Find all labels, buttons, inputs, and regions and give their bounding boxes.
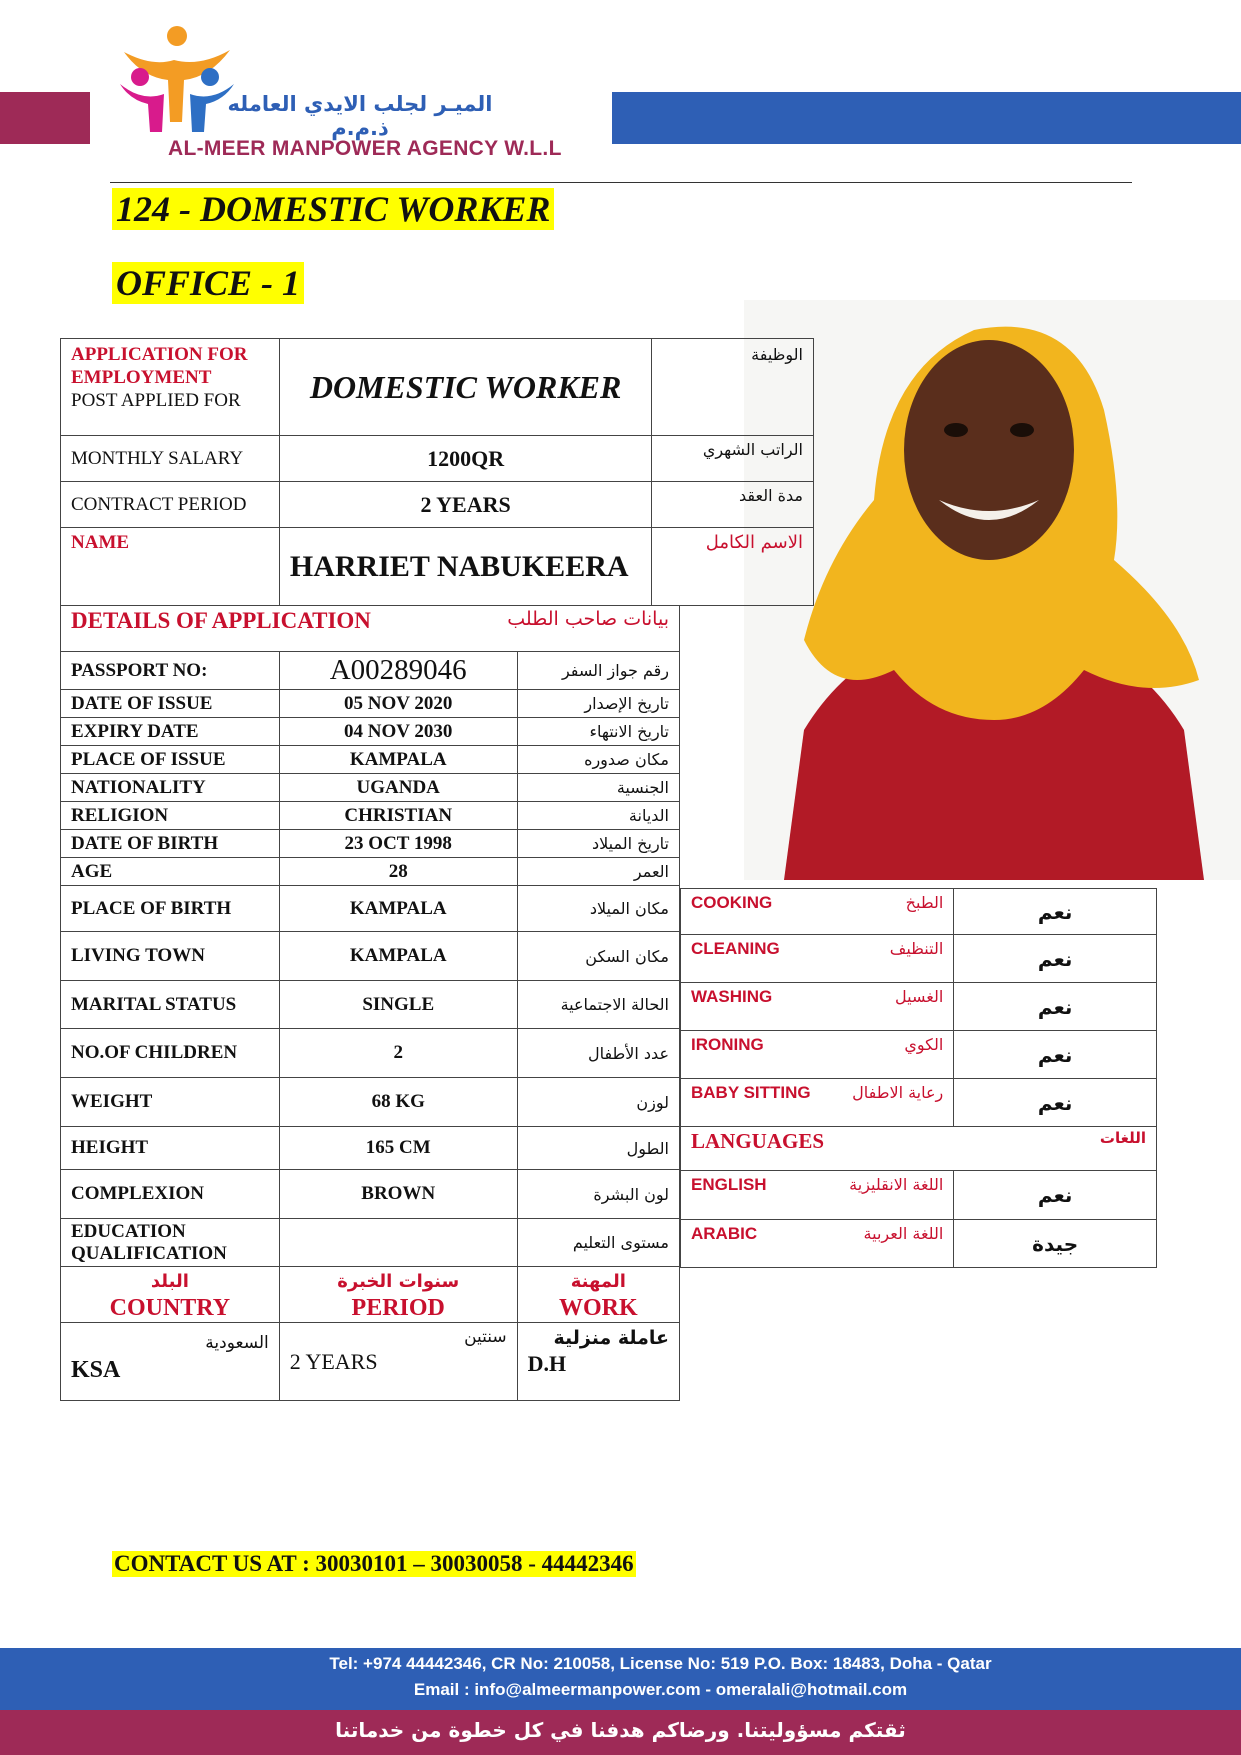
row-value: 165 CM (279, 1127, 517, 1170)
post-label-arabic: الوظيفة (652, 339, 814, 436)
header-maroon-bar (0, 92, 90, 144)
table-row (61, 1219, 680, 1267)
details-title: DETAILS OF APPLICATION (71, 608, 371, 633)
table-row (61, 774, 680, 802)
row-label-arabic: مكان الميلاد (517, 886, 679, 932)
candidate-photo (744, 300, 1241, 880)
experience-row (61, 1323, 680, 1401)
language-label-cell (681, 1220, 954, 1268)
skill-label-arabic: الغسيل (895, 987, 944, 1006)
skill-value: نعم (954, 935, 1157, 983)
row-value: KAMPALA (279, 932, 517, 981)
table-row (61, 1127, 680, 1170)
footer-maroon-band (0, 1710, 1241, 1755)
post-value: DOMESTIC WORKER (279, 339, 651, 436)
table-row (61, 1078, 680, 1127)
row-label-arabic: الجنسية (517, 774, 679, 802)
row-label: LIVING TOWN (61, 932, 280, 981)
skill-label: WASHING (691, 987, 773, 1006)
language-label: ARABIC (691, 1224, 758, 1243)
languages-title: LANGUAGES (691, 1129, 825, 1153)
language-label: ENGLISH (691, 1175, 767, 1194)
table-row (61, 1170, 680, 1219)
row-label-arabic: الديانة (517, 802, 679, 830)
name-label: NAME (61, 528, 280, 606)
languages-header-cell (681, 1127, 1157, 1171)
skill-label-arabic: رعاية الاطفال (852, 1083, 944, 1102)
languages-title-arabic: اللغات (1099, 1129, 1146, 1147)
skill-label: COOKING (691, 893, 773, 912)
row-value: 2 (279, 1029, 517, 1078)
row-label-arabic: الحالة الاجتماعية (517, 981, 679, 1029)
row-label-arabic: لون البشرة (517, 1170, 679, 1219)
skill-row (681, 935, 1157, 983)
row-value: SINGLE (279, 981, 517, 1029)
experience-country: السعودية KSA (61, 1323, 280, 1401)
row-value: 68 KG (279, 1078, 517, 1127)
row-value (279, 1219, 517, 1267)
row-label: WEIGHT (61, 1078, 280, 1127)
footer-blue-band (0, 1648, 1241, 1710)
table-row (61, 652, 680, 690)
skill-label-cell (681, 1031, 954, 1079)
languages-header-row (681, 1127, 1157, 1171)
table-row (61, 981, 680, 1029)
name-label-arabic: الاسم الكامل (652, 528, 814, 606)
row-label-arabic: تاريخ الانتهاء (517, 718, 679, 746)
row-label: DATE OF BIRTH (61, 830, 280, 858)
row-label: NATIONALITY (61, 774, 280, 802)
job-title: 124 - DOMESTIC WORKER (112, 188, 554, 230)
row-value: 04 NOV 2030 (279, 718, 517, 746)
skill-row (681, 1031, 1157, 1079)
skill-value: نعم (954, 1079, 1157, 1127)
row-label: DATE OF ISSUE (61, 690, 280, 718)
skills-table (680, 888, 1157, 1268)
row-label: COMPLEXION (61, 1170, 280, 1219)
table-row (61, 802, 680, 830)
row-value: CHRISTIAN (279, 802, 517, 830)
experience-work: عاملة منزلية D.H (517, 1323, 679, 1401)
skill-value: نعم (954, 1031, 1157, 1079)
top-table (60, 338, 814, 606)
experience-header-work: المهنة WORK (517, 1267, 679, 1323)
skill-label: IRONING (691, 1035, 764, 1054)
skill-row (681, 983, 1157, 1031)
skill-value: نعم (954, 889, 1157, 935)
footer-email-line: Email : info@almeermanpower.com - omeralali@hotmail.com (413, 1680, 908, 1699)
row-label: RELIGION (61, 802, 280, 830)
row-value: KAMPALA (279, 886, 517, 932)
office-title: OFFICE - 1 (112, 262, 304, 304)
experience-header-country: البلد COUNTRY (61, 1267, 280, 1323)
skill-label-arabic: الطبخ (905, 893, 944, 912)
skill-label-cell (681, 983, 954, 1031)
language-row (681, 1220, 1157, 1268)
header-divider (110, 182, 1132, 183)
table-row (61, 858, 680, 886)
language-row (681, 1171, 1157, 1220)
skill-label: CLEANING (691, 939, 780, 958)
language-label-arabic: اللغة العربية (863, 1224, 944, 1243)
row-label: HEIGHT (61, 1127, 280, 1170)
row-value: KAMPALA (279, 746, 517, 774)
row-label-arabic: مستوى التعليم (517, 1219, 679, 1267)
contract-label-arabic: مدة العقد (652, 482, 814, 528)
row-label: NO.OF CHILDREN (61, 1029, 280, 1078)
row-value: 28 (279, 858, 517, 886)
skill-label-arabic: الكوي (904, 1035, 944, 1054)
row-label-arabic: الطول (517, 1127, 679, 1170)
skill-value: نعم (954, 983, 1157, 1031)
footer-contact-line: Tel: +974 44442346, CR No: 210058, License No: 519 P.O. Box: 18483, Doha - Qatar (329, 1654, 992, 1673)
contact-line: CONTACT US AT : 30030101 – 30030058 - 44442346 (114, 1551, 634, 1576)
row-label: AGE (61, 858, 280, 886)
salary-label: MONTHLY SALARY (61, 436, 280, 482)
row-label-arabic: رقم جواز السفر (517, 652, 679, 690)
footer-slogan: ثقتكم مسؤوليتنا. ورضاكم هدفنا في كل خطوة من خدماتنا (335, 1718, 906, 1742)
row-label-arabic: لوزن (517, 1078, 679, 1127)
table-row (61, 690, 680, 718)
header-blue-bar (612, 92, 1241, 144)
skill-row (681, 1079, 1157, 1127)
table-row (61, 932, 680, 981)
post-label: POST APPLIED FOR (71, 390, 241, 411)
details-title-cell (61, 606, 680, 652)
skill-row (681, 889, 1157, 935)
name-value: HARRIET NABUKEERA (279, 528, 651, 606)
row-label-arabic: عدد الأطفال (517, 1029, 679, 1078)
details-table (60, 605, 680, 1401)
salary-label-arabic: الراتب الشهري (652, 436, 814, 482)
experience-header-row (61, 1267, 680, 1323)
details-title-arabic: بيانات صاحب الطلب (507, 608, 669, 630)
skill-label-cell (681, 935, 954, 983)
passport-value: A00289046 (279, 652, 517, 690)
row-label: PLACE OF ISSUE (61, 746, 280, 774)
row-label-arabic: مكان السكن (517, 932, 679, 981)
row-value: BROWN (279, 1170, 517, 1219)
table-row (61, 886, 680, 932)
contract-label: CONTRACT PERIOD (61, 482, 280, 528)
row-label: EDUCATION QUALIFICATION (61, 1219, 280, 1267)
row-value: UGANDA (279, 774, 517, 802)
skill-label-cell (681, 889, 954, 935)
language-label-cell (681, 1171, 954, 1220)
row-label: PLACE OF BIRTH (61, 886, 280, 932)
experience-header-period: سنوات الخبرة PERIOD (279, 1267, 517, 1323)
row-label: EXPIRY DATE (61, 718, 280, 746)
language-label-arabic: اللغة الانقليزية (849, 1175, 944, 1194)
agency-name-english: AL-MEER MANPOWER AGENCY W.L.L (168, 137, 562, 160)
row-value: 23 OCT 1998 (279, 830, 517, 858)
row-value: 05 NOV 2020 (279, 690, 517, 718)
language-value: جيدة (954, 1220, 1157, 1268)
post-label-cell (61, 339, 280, 436)
table-row (61, 746, 680, 774)
language-value: نعم (954, 1171, 1157, 1220)
row-label-arabic: تاريخ الإصدار (517, 690, 679, 718)
agency-name-arabic: الميـر لجلب الايدي العامله ذ.م.م (227, 92, 493, 140)
table-row (61, 1029, 680, 1078)
skill-label-cell (681, 1079, 954, 1127)
row-label: MARITAL STATUS (61, 981, 280, 1029)
skill-label: BABY SITTING (691, 1083, 811, 1102)
table-row (61, 830, 680, 858)
skill-label-arabic: التنظيف (889, 939, 944, 958)
row-label-arabic: مكان صدوره (517, 746, 679, 774)
salary-value: 1200QR (279, 436, 651, 482)
row-label-arabic: تاريخ الميلاد (517, 830, 679, 858)
row-label-arabic: العمر (517, 858, 679, 886)
experience-period: سنتين 2 YEARS (279, 1323, 517, 1401)
table-row (61, 718, 680, 746)
row-label: PASSPORT NO: (61, 652, 280, 690)
contract-value: 2 YEARS (279, 482, 651, 528)
post-label-red: APPLICATION FOR EMPLOYMENT (71, 344, 248, 388)
